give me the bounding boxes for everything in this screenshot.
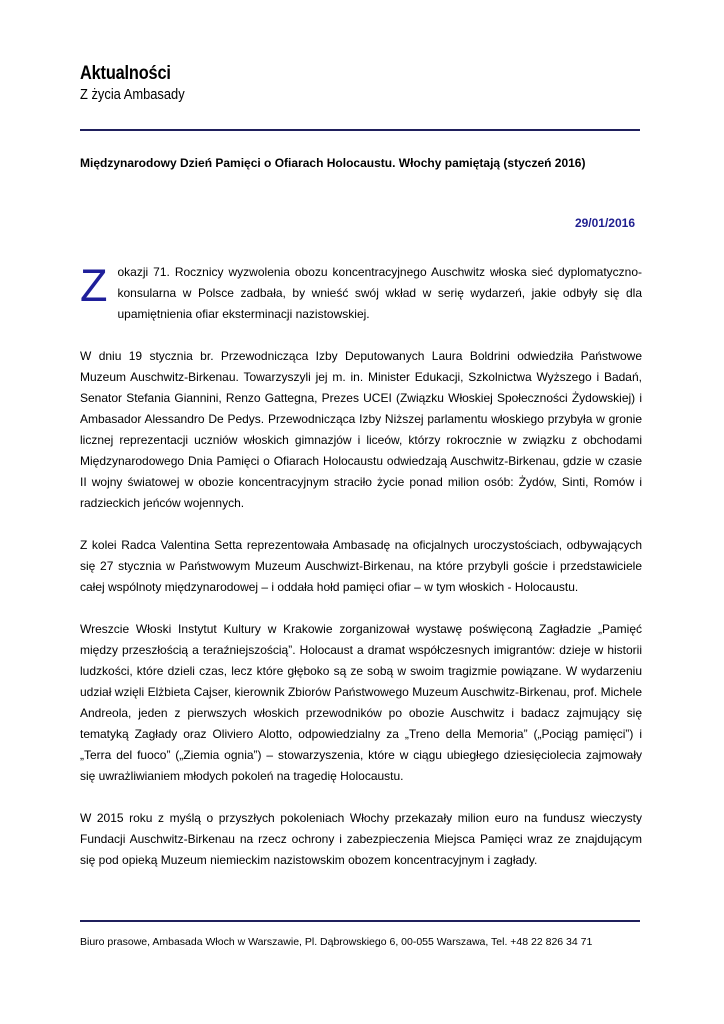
footer-divider [80, 920, 640, 922]
footer-contact: Biuro prasowe, Ambasada Włoch w Warszawie, Pl. Dąbrowskiego 6, 00-055 Warszawa, Tel. +48 22 826 34 71 [80, 936, 593, 948]
paragraph-1 [80, 262, 642, 325]
article-headline: Międzynarodowy Dzień Pamięci o Ofiarach Holocaustu. Włochy pamiętają (styczeń 2016) [80, 156, 586, 170]
paragraph-3: Z kolei Radca Valentina Setta reprezentowała Ambasadę na oficjalnych uroczystościach, odbywających się 27 stycznia w Państwowym Muzeum Auschwizt-Birkenau, na które przybyli goście i przedstawiciele całej wspólnoty międzynarodowej – i oddała hołd pamięci ofiar – w tym włoskich - Holocaustu. [80, 538, 642, 594]
drop-cap: Z [80, 260, 108, 311]
paragraph-4: Wreszcie Włoski Instytut Kultury w Krakowie zorganizował wystawę poświęconą Zagładzie „Pamięć między przeszłością a teraźniejszością”. Holocaust a dramat współczesnych imigrantów: dzieje w historii ludzkości, które dzieli czas, lecz które głęboko są ze sobą w swoim tragizmie powiązane. W wydarzeniu udział wzięli Elżbieta Cajser, kierownik Zbiorów Państwowego Muzeum Auschwitz-Birkenau, prof. Michele Andreola, jeden z pierwszych włoskich przewodników po obozie Auschwitz i badacz zajmujący się tematyką Zagłady oraz Oliviero Alotto, odpowiedzialny za „Treno della Memoria” („Pociąg pamięci”) i „Terra del fuoco” („Ziemia ognia”) – stowarzyszenia, które w ciągu ubiegłego dziesięciolecia zajmowały się uwrażliwianiem młodych pokoleń na tragedię Holocaustu. [80, 622, 642, 783]
paragraph-5: W 2015 roku z myślą o przyszłych pokoleniach Włochy przekazały milion euro na fundusz wieczysty Fundacji Auschwitz-Birkenau na rzecz ochrony i zabezpieczenia Miejsca Pamięci wraz ze znajdującym się pod opieką Muzeum niemieckim nazistowskim obozem koncentracyjnym i zagłady. [80, 811, 642, 867]
article-date: 29/01/2016 [574, 216, 635, 230]
paragraph-2: W dniu 19 stycznia br. Przewodnicząca Izby Deputowanych Laura Boldrini odwiedziła Państwowe Muzeum Auschwitz-Birkenau. Towarzyszyli jej m. in. Minister Edukacji, Szkolnictwa Wyższego i Badań, Senator Stefania Giannini, Renzo Gattegna, Prezes UCEI (Związku Włoskiej Społeczności Żydowskiej) i Ambasador Alessandro De Pedys. Przewodnicząca Izby Niższej parlamentu włoskiego przybyła w gronie licznej reprezentacji uczniów włoskich gimnazjów i liceów, którzy rokrocznie w związku z obchodami Międzynarodowego Dnia Pamięci o Ofiarach Holocaustu odwiedzają Auschwitz-Birkenau, gdzie w czasie II wojny światowej w obozie koncentracyjnym straciło życie ponad milion osób: Żydów, Sinti, Romów i radzieckich jeńców wojennych. [80, 349, 642, 510]
paragraph-1-text: okazji 71. Rocznicy wyzwolenia obozu koncentracyjnego Auschwitz włoska sieć dyplomatyczno-konsularna w Polsce zadbała, by wnieść swój wkład w serię wydarzeń, jakie odbyły się dla upamiętnienia ofiar eksterminacji nazistowskiej. [117, 265, 642, 321]
article-body [80, 262, 642, 892]
header-divider [80, 129, 640, 131]
section-title: Aktualności [80, 63, 171, 84]
section-subtitle: Z życia Ambasady [80, 86, 185, 103]
